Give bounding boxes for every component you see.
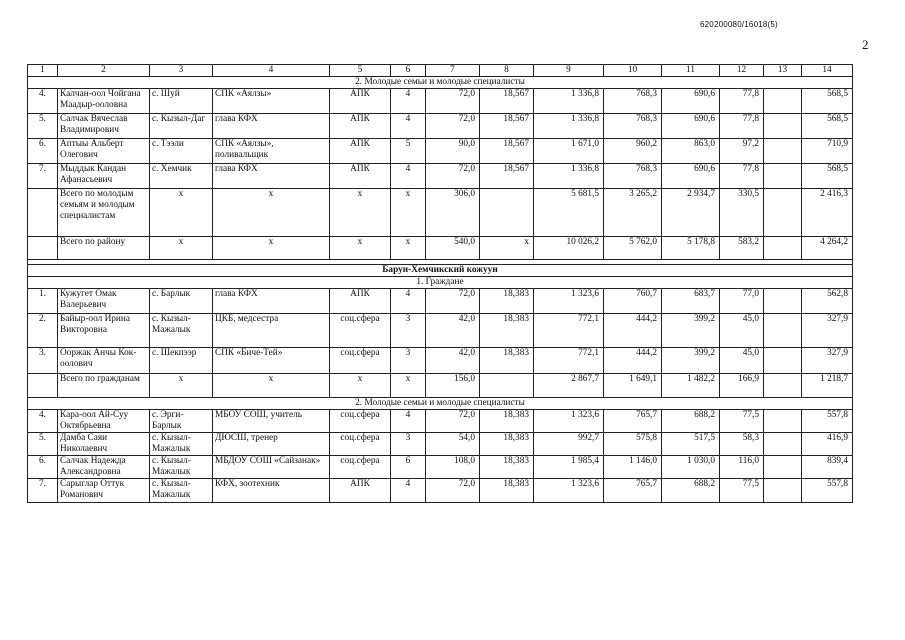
table-row bbox=[28, 479, 853, 503]
table-cell: СПК «Аялзы» bbox=[213, 89, 330, 114]
table-cell: 77,5 bbox=[720, 410, 764, 433]
table-cell: 6. bbox=[28, 139, 58, 164]
table-cell: 306,0 bbox=[426, 189, 480, 237]
table-cell: с. Шекпээр bbox=[150, 348, 213, 374]
table-cell: СПК «Аялзы», поливальщик bbox=[213, 139, 330, 164]
column-header: 2 bbox=[58, 65, 150, 77]
table-cell: 97,2 bbox=[720, 139, 764, 164]
table-cell: 1 336,8 bbox=[534, 89, 604, 114]
table-cell: 18,383 bbox=[480, 348, 534, 374]
table-cell: 416,9 bbox=[802, 433, 853, 456]
table-cell: Ооржак Анчы Кок-оолович bbox=[58, 348, 150, 374]
table-cell bbox=[764, 114, 802, 139]
column-header: 11 bbox=[662, 65, 720, 77]
table-cell: 1 985,4 bbox=[534, 456, 604, 479]
table-cell: 156,0 bbox=[426, 374, 480, 398]
table-cell: x bbox=[213, 237, 330, 260]
column-header: 6 bbox=[391, 65, 426, 77]
table-cell: МБДОУ СОШ «Сайзанак» bbox=[213, 456, 330, 479]
table-cell: 58,3 bbox=[720, 433, 764, 456]
table-cell: 3. bbox=[28, 348, 58, 374]
table-cell: 4 bbox=[391, 114, 426, 139]
section-title: 2. Молодые семьи и молодые специалисты bbox=[28, 398, 853, 410]
table-cell: x bbox=[391, 237, 426, 260]
table-cell: 1. bbox=[28, 289, 58, 314]
table-cell: с. Хемчик bbox=[150, 164, 213, 189]
section-row bbox=[28, 398, 853, 410]
region-title: Барун-Хемчикский кожуун bbox=[28, 265, 853, 277]
table-cell: 6 bbox=[391, 456, 426, 479]
table-cell: 18,383 bbox=[480, 479, 534, 503]
table-cell: 72,0 bbox=[426, 479, 480, 503]
table-cell: 18,383 bbox=[480, 456, 534, 479]
table-row bbox=[28, 348, 853, 374]
table-cell bbox=[764, 289, 802, 314]
table-cell: 1 336,8 bbox=[534, 164, 604, 189]
table-cell bbox=[764, 164, 802, 189]
table-cell: 90,0 bbox=[426, 139, 480, 164]
table-cell bbox=[764, 374, 802, 398]
table-cell: 1 323,6 bbox=[534, 289, 604, 314]
table-cell: глава КФХ bbox=[213, 114, 330, 139]
table-cell: 4. bbox=[28, 410, 58, 433]
section-title: 1. Граждане bbox=[28, 277, 853, 289]
table-cell: 562,8 bbox=[802, 289, 853, 314]
table-cell: АПК bbox=[330, 114, 391, 139]
table-cell bbox=[764, 189, 802, 237]
table-cell: АПК bbox=[330, 89, 391, 114]
table-cell: Дамба Саяи Николаевич bbox=[58, 433, 150, 456]
column-header: 12 bbox=[720, 65, 764, 77]
section-row bbox=[28, 277, 853, 289]
table-cell: 1 146,0 bbox=[604, 456, 662, 479]
column-header-row bbox=[28, 65, 853, 77]
table-cell: с. Кызыл-Мажалык bbox=[150, 456, 213, 479]
table-cell: 18,383 bbox=[480, 289, 534, 314]
table-cell: 4 bbox=[391, 479, 426, 503]
table-cell: 5. bbox=[28, 433, 58, 456]
table-cell: Всего по молодым семьям и молодым специалистам bbox=[58, 189, 150, 237]
table-cell: 568,5 bbox=[802, 114, 853, 139]
table-cell: 690,6 bbox=[662, 114, 720, 139]
table-cell: 5. bbox=[28, 114, 58, 139]
table-cell: 765,7 bbox=[604, 479, 662, 503]
table-cell: 399,2 bbox=[662, 314, 720, 348]
table-cell bbox=[764, 237, 802, 260]
table-cell: АПК bbox=[330, 139, 391, 164]
table-cell: глава КФХ bbox=[213, 164, 330, 189]
table-cell: 839,4 bbox=[802, 456, 853, 479]
table-cell bbox=[764, 139, 802, 164]
table-cell: 77,0 bbox=[720, 289, 764, 314]
table-cell: x bbox=[330, 237, 391, 260]
table-cell: 517,5 bbox=[662, 433, 720, 456]
table-cell: 444,2 bbox=[604, 314, 662, 348]
table-cell: Калчан-оол Чойгана Маадыр-ооловна bbox=[58, 89, 150, 114]
table-cell bbox=[28, 374, 58, 398]
table-cell: 3 bbox=[391, 314, 426, 348]
table-cell: с. Эрги-Барлык bbox=[150, 410, 213, 433]
table-cell: с. Кызыл-Мажалык bbox=[150, 433, 213, 456]
table-cell bbox=[764, 456, 802, 479]
table-cell: 77,8 bbox=[720, 114, 764, 139]
table-cell: 5 681,5 bbox=[534, 189, 604, 237]
table-cell bbox=[480, 189, 534, 237]
table-cell: 444,2 bbox=[604, 348, 662, 374]
table-cell: 116,0 bbox=[720, 456, 764, 479]
table-row bbox=[28, 433, 853, 456]
table-cell: 1 671,0 bbox=[534, 139, 604, 164]
table-cell: x bbox=[150, 189, 213, 237]
table-row bbox=[28, 410, 853, 433]
table-cell: с. Барлык bbox=[150, 289, 213, 314]
table-cell: x bbox=[150, 237, 213, 260]
table-cell: 768,3 bbox=[604, 164, 662, 189]
table-row bbox=[28, 114, 853, 139]
page-number: 2 bbox=[862, 37, 869, 52]
table-cell: 77,8 bbox=[720, 164, 764, 189]
table-cell: Кужугет Омак Валерьевич bbox=[58, 289, 150, 314]
table-cell: 330,5 bbox=[720, 189, 764, 237]
table-cell: ЦКБ, медсестра bbox=[213, 314, 330, 348]
table-cell: 5 178,8 bbox=[662, 237, 720, 260]
column-header: 10 bbox=[604, 65, 662, 77]
table-row bbox=[28, 237, 853, 260]
table-row bbox=[28, 456, 853, 479]
table-cell: 1 323,6 bbox=[534, 410, 604, 433]
table-cell: с. Шуй bbox=[150, 89, 213, 114]
table-cell: 760,7 bbox=[604, 289, 662, 314]
table-cell: 1 482,2 bbox=[662, 374, 720, 398]
table-cell: с. Тээли bbox=[150, 139, 213, 164]
table-cell: 18,383 bbox=[480, 433, 534, 456]
table-cell: 77,5 bbox=[720, 479, 764, 503]
table-row bbox=[28, 189, 853, 237]
table-cell: 5 bbox=[391, 139, 426, 164]
table-row bbox=[28, 289, 853, 314]
table-cell: 683,7 bbox=[662, 289, 720, 314]
table-cell: Мыддык Кандан Афанасьевич bbox=[58, 164, 150, 189]
table-cell: 4 bbox=[391, 289, 426, 314]
table-cell: 72,0 bbox=[426, 164, 480, 189]
table-cell: Всего по району bbox=[58, 237, 150, 260]
column-header: 8 bbox=[480, 65, 534, 77]
table-cell: 54,0 bbox=[426, 433, 480, 456]
table-cell: 18,383 bbox=[480, 314, 534, 348]
table-cell: 4 bbox=[391, 89, 426, 114]
table-cell: 72,0 bbox=[426, 89, 480, 114]
table-cell: МБОУ СОШ, учитель bbox=[213, 410, 330, 433]
table-cell: 166,9 bbox=[720, 374, 764, 398]
table-cell: ДЮСШ, тренер bbox=[213, 433, 330, 456]
table-cell: 768,3 bbox=[604, 89, 662, 114]
table-cell: x bbox=[150, 374, 213, 398]
table-cell: 7. bbox=[28, 479, 58, 503]
table-cell: 688,2 bbox=[662, 410, 720, 433]
table-cell: с. Кызыл-Даг bbox=[150, 114, 213, 139]
table-cell: 18,567 bbox=[480, 139, 534, 164]
column-header: 4 bbox=[213, 65, 330, 77]
column-header: 5 bbox=[330, 65, 391, 77]
table-cell: 45,0 bbox=[720, 314, 764, 348]
table-cell: 568,5 bbox=[802, 89, 853, 114]
table-cell: 1 336,8 bbox=[534, 114, 604, 139]
table-cell: 18,567 bbox=[480, 164, 534, 189]
table-cell bbox=[764, 410, 802, 433]
table-cell: АПК bbox=[330, 479, 391, 503]
column-header: 1 bbox=[28, 65, 58, 77]
table-cell: 768,3 bbox=[604, 114, 662, 139]
table-cell: 5 762,0 bbox=[604, 237, 662, 260]
table-cell: с. Кызыл-Мажалык bbox=[150, 479, 213, 503]
column-header: 14 bbox=[802, 65, 853, 77]
table-cell: 42,0 bbox=[426, 314, 480, 348]
table-cell: 863,0 bbox=[662, 139, 720, 164]
table-cell bbox=[764, 89, 802, 114]
table-cell bbox=[480, 374, 534, 398]
table-cell: 583,2 bbox=[720, 237, 764, 260]
table-cell: 45,0 bbox=[720, 348, 764, 374]
group3-rows bbox=[28, 410, 853, 503]
table-cell: 18,567 bbox=[480, 89, 534, 114]
table-cell: АПК bbox=[330, 289, 391, 314]
table-cell: 42,0 bbox=[426, 348, 480, 374]
table-cell: 765,7 bbox=[604, 410, 662, 433]
table-cell: соц.сфера bbox=[330, 433, 391, 456]
table-cell: 3 bbox=[391, 348, 426, 374]
table-cell: 2 416,3 bbox=[802, 189, 853, 237]
table-cell: Сарыглар Оттук Романович bbox=[58, 479, 150, 503]
table-cell: Байыр-оол Ирина Викторовна bbox=[58, 314, 150, 348]
table-cell: x bbox=[330, 374, 391, 398]
table-cell bbox=[764, 433, 802, 456]
column-header: 9 bbox=[534, 65, 604, 77]
column-header: 13 bbox=[764, 65, 802, 77]
table-cell: 72,0 bbox=[426, 289, 480, 314]
table-cell: 3 265,2 bbox=[604, 189, 662, 237]
table-cell: соц.сфера bbox=[330, 348, 391, 374]
table-cell: 327,9 bbox=[802, 314, 853, 348]
table-cell: 6. bbox=[28, 456, 58, 479]
table-cell: x bbox=[213, 374, 330, 398]
table-cell: 4. bbox=[28, 89, 58, 114]
table-cell: соц.сфера bbox=[330, 314, 391, 348]
table-cell: 772,1 bbox=[534, 314, 604, 348]
table-cell bbox=[28, 189, 58, 237]
table-cell: 992,7 bbox=[534, 433, 604, 456]
group1-rows bbox=[28, 89, 853, 260]
table-row bbox=[28, 164, 853, 189]
table-cell: x bbox=[330, 189, 391, 237]
group2-rows bbox=[28, 289, 853, 398]
table-cell: Салчак Вячеслав Владимирович bbox=[58, 114, 150, 139]
section-title: 2. Молодые семьи и молодые специалисты bbox=[28, 77, 853, 89]
table-cell: 18,383 bbox=[480, 410, 534, 433]
table-cell: Кара-оол Ай-Суу Октябрьевна bbox=[58, 410, 150, 433]
table-cell: 7. bbox=[28, 164, 58, 189]
table-cell: 18,567 bbox=[480, 114, 534, 139]
table-cell bbox=[764, 348, 802, 374]
table-cell: 77,8 bbox=[720, 89, 764, 114]
table-cell: АПК bbox=[330, 164, 391, 189]
table-cell: с. Кызыл-Мажалык bbox=[150, 314, 213, 348]
table-cell: 688,2 bbox=[662, 479, 720, 503]
table-cell: 327,9 bbox=[802, 348, 853, 374]
table-row bbox=[28, 89, 853, 114]
table-cell: 557,8 bbox=[802, 479, 853, 503]
table-cell: 4 264,2 bbox=[802, 237, 853, 260]
table-cell: 1 323,6 bbox=[534, 479, 604, 503]
table-cell: 960,2 bbox=[604, 139, 662, 164]
table-row bbox=[28, 374, 853, 398]
column-header: 3 bbox=[150, 65, 213, 77]
table-cell: 108,0 bbox=[426, 456, 480, 479]
table-cell: x bbox=[213, 189, 330, 237]
table-cell: 690,6 bbox=[662, 89, 720, 114]
table-row bbox=[28, 314, 853, 348]
table-cell: x bbox=[391, 374, 426, 398]
table-cell: 1 030,0 bbox=[662, 456, 720, 479]
table-cell: 2 934,7 bbox=[662, 189, 720, 237]
table-cell: Всего по гражданам bbox=[58, 374, 150, 398]
table-cell: соц.сфера bbox=[330, 456, 391, 479]
document-number: 620200080/16018(5) bbox=[700, 20, 778, 29]
section-row bbox=[28, 77, 853, 89]
table-cell: 4 bbox=[391, 164, 426, 189]
table-cell: 399,2 bbox=[662, 348, 720, 374]
table-cell: Салчак Надежда Александровна bbox=[58, 456, 150, 479]
table-cell: x bbox=[480, 237, 534, 260]
table-cell: 4 bbox=[391, 410, 426, 433]
table-cell: соц.сфера bbox=[330, 410, 391, 433]
table-cell: СПК «Биче-Тей» bbox=[213, 348, 330, 374]
table-cell: 2 867,7 bbox=[534, 374, 604, 398]
table-cell: Аптыы Альберт Олегович bbox=[58, 139, 150, 164]
table-cell bbox=[28, 237, 58, 260]
table-cell bbox=[764, 314, 802, 348]
table-cell: глава КФХ bbox=[213, 289, 330, 314]
table-cell: КФХ, зоотехник bbox=[213, 479, 330, 503]
table-cell: 72,0 bbox=[426, 410, 480, 433]
table-cell: 10 026,2 bbox=[534, 237, 604, 260]
table-cell: 568,5 bbox=[802, 164, 853, 189]
table-cell bbox=[764, 479, 802, 503]
table-cell: 3 bbox=[391, 433, 426, 456]
table-cell: 72,0 bbox=[426, 114, 480, 139]
table-cell: x bbox=[391, 189, 426, 237]
table-cell: 690,6 bbox=[662, 164, 720, 189]
table-cell: 557,8 bbox=[802, 410, 853, 433]
table-cell: 710,9 bbox=[802, 139, 853, 164]
table-cell: 2. bbox=[28, 314, 58, 348]
table-cell: 1 649,1 bbox=[604, 374, 662, 398]
table-cell: 772,1 bbox=[534, 348, 604, 374]
table-row bbox=[28, 139, 853, 164]
table-cell: 575,8 bbox=[604, 433, 662, 456]
region-row bbox=[28, 265, 853, 277]
table-cell: 1 218,7 bbox=[802, 374, 853, 398]
data-table bbox=[27, 64, 853, 503]
column-header: 7 bbox=[426, 65, 480, 77]
table-cell: 540,0 bbox=[426, 237, 480, 260]
